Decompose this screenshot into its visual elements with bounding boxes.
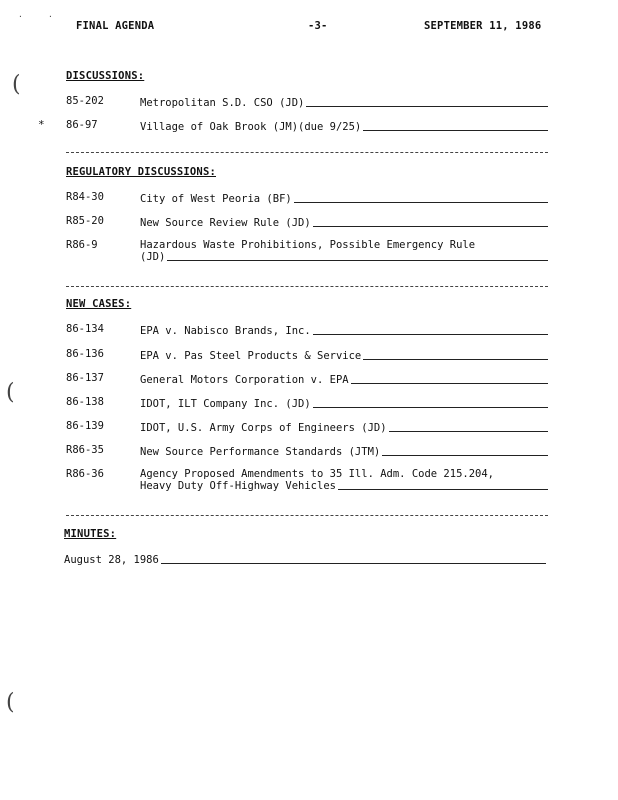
case-title-continued: Heavy Duty Off-Highway Vehicles [140, 480, 336, 492]
case-title: General Motors Corporation v. EPA [140, 374, 349, 386]
agenda-item [140, 215, 548, 229]
case-title-continued: (JD) [140, 251, 166, 263]
case-number: 86-138 [66, 396, 104, 408]
agenda-item [140, 119, 548, 133]
section-heading-new-cases: NEW CASES: [66, 298, 132, 310]
case-number: R85-20 [66, 215, 104, 227]
scan-dot-mark: · [18, 12, 23, 21]
case-number: R86-36 [66, 468, 104, 480]
signature-line [306, 105, 548, 107]
case-title: Hazardous Waste Prohibitions, Possible Emergency Rule [140, 239, 476, 251]
agenda-item [140, 396, 548, 410]
section-heading-regulatory: REGULATORY DISCUSSIONS: [66, 166, 216, 178]
signature-line [313, 333, 548, 335]
header-title: FINAL AGENDA [76, 20, 155, 32]
agenda-item [140, 191, 548, 205]
agenda-item [140, 95, 548, 109]
case-title: IDOT, ILT Company Inc. (JD) [140, 398, 311, 410]
header-date: SEPTEMBER 11, 1986 [424, 20, 542, 32]
case-number: 86-136 [66, 348, 104, 360]
signature-line [382, 454, 548, 456]
case-number: 86-97 [66, 119, 98, 131]
signature-line [167, 259, 548, 261]
case-title: New Source Review Rule (JD) [140, 217, 311, 229]
case-title: Metropolitan S.D. CSO (JD) [140, 97, 305, 109]
signature-line [313, 406, 548, 408]
section-heading-minutes: MINUTES: [64, 528, 117, 540]
case-number: 86-134 [66, 323, 104, 335]
agenda-item [140, 420, 548, 434]
agenda-item [140, 239, 548, 263]
signature-line [389, 430, 548, 432]
case-title: IDOT, U.S. Army Corps of Engineers (JD) [140, 422, 387, 434]
minutes-date: August 28, 1986 [64, 554, 159, 566]
agenda-item [140, 444, 548, 458]
signature-line [338, 488, 548, 490]
agenda-item [140, 348, 548, 362]
section-heading-discussions: DISCUSSIONS: [66, 70, 145, 82]
punch-hole-mark: ( [6, 380, 15, 405]
case-title: EPA v. Nabisco Brands, Inc. [140, 325, 311, 337]
star-marker: * [38, 118, 45, 131]
case-title: Agency Proposed Amendments to 35 Ill. Adm. Code 215.204, [140, 468, 495, 480]
signature-line [363, 358, 548, 360]
page-number: -3- [308, 20, 328, 32]
case-number: R86-35 [66, 444, 104, 456]
case-number: 86-139 [66, 420, 104, 432]
section-divider [66, 286, 548, 287]
punch-hole-mark: ( [6, 690, 15, 715]
case-number: R86-9 [66, 239, 98, 251]
agenda-item [140, 372, 548, 386]
signature-line [313, 225, 548, 227]
case-title: Village of Oak Brook (JM)(due 9/25) [140, 121, 362, 133]
scan-dot-mark: · [48, 12, 53, 21]
case-number: 85-202 [66, 95, 104, 107]
case-title: EPA v. Pas Steel Products & Service [140, 350, 362, 362]
signature-line [363, 129, 548, 131]
case-title: New Source Performance Standards (JTM) [140, 446, 381, 458]
punch-hole-mark: ( [12, 72, 21, 97]
signature-line [351, 382, 548, 384]
case-number: R84-30 [66, 191, 104, 203]
case-title: City of West Peoria (BF) [140, 193, 292, 205]
signature-line [161, 562, 546, 564]
section-divider [66, 152, 548, 153]
agenda-item [140, 468, 548, 492]
minutes-entry [64, 552, 546, 566]
case-number: 86-137 [66, 372, 104, 384]
section-divider [66, 515, 548, 516]
agenda-item [140, 323, 548, 337]
signature-line [294, 201, 548, 203]
